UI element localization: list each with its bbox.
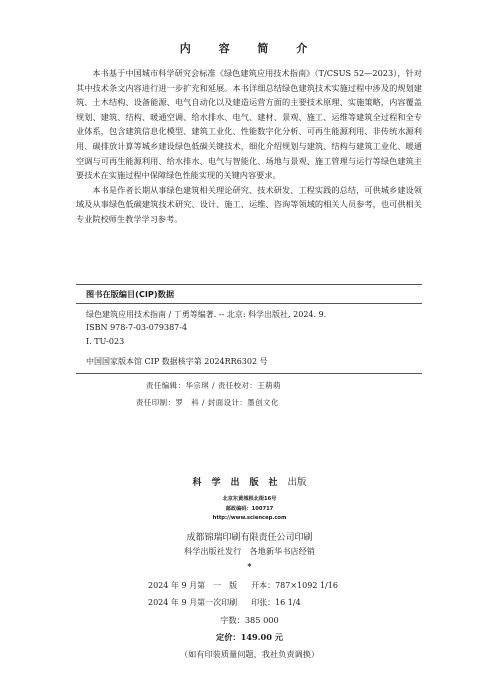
- divider-cip: [76, 303, 422, 304]
- quality-note: （如有印装质量问题，我社负责调换）: [179, 649, 320, 659]
- price: 定价：149.00 元: [216, 632, 283, 642]
- publisher-website: http://www.sciencep.com: [212, 515, 287, 521]
- cip-title-line: 绿色建筑应用技术指南 / 丁勇等编著. -- 北京: 科学出版社, 2024. 9.: [86, 310, 327, 319]
- responsible-printing-design: 责任印制：罗 科 / 封面设计：墨创文化: [136, 398, 279, 407]
- first-printing: 2024 年 9 月第一次印刷: [148, 598, 238, 607]
- word-count: 字数：385 000: [220, 615, 279, 625]
- printer: 成都锦瑞印刷有限责任公司印刷: [186, 533, 313, 543]
- content-summary: [76, 66, 422, 227]
- cip-heading: 图书在版编目(CIP)数据: [86, 289, 175, 299]
- publisher-address: 北京东黄城根北街16号: [222, 496, 277, 502]
- edition-line-1: [148, 580, 338, 591]
- separator-star: *: [247, 561, 252, 571]
- cip-record-number: 中国国家版本馆 CIP 数据核字第 2024RR6302 号: [86, 357, 268, 366]
- first-edition: 2024 年 9 月第 一 版: [148, 581, 238, 590]
- cip-classification: Ⅰ. TU-023: [86, 337, 125, 346]
- responsible-editors: 责任编辑：华宗琪 / 责任校对：王萌萌: [146, 381, 281, 390]
- cip-isbn: ISBN 978-7-03-079387-4: [86, 323, 188, 332]
- distribution: 科学出版社发行 各地新华书店经销: [183, 546, 315, 556]
- book-format: 开本：787×1092 1/16: [251, 581, 338, 590]
- publisher-logo-text: 科学出版社: [192, 478, 288, 488]
- divider-top: [76, 284, 422, 285]
- publisher-postcode: 邮政编码：100717: [225, 506, 274, 512]
- divider-bottom: [76, 373, 422, 374]
- summary-paragraph-2: 本书是作者长期从事绿色建筑相关理论研究、技术研发、工程实践的总结，可供城乡建设领域及从事绿色低碳建筑技术研究、设计、施工、运维、咨询等领域的相关人员参考，也可供相关专业院校师生教学学习参考。: [76, 184, 422, 224]
- publisher-line: [0, 474, 499, 488]
- page-title: 内 容 简 介: [179, 42, 320, 55]
- print-sheets: 印张：16 1/4: [251, 598, 301, 607]
- edition-line-2: [148, 597, 301, 608]
- summary-paragraph-1: 本书基于中国城市科学研究会标准《绿色建筑应用技术指南》（T/CSUS 52—2023），针对其中技术条文内容进行进一步扩充和延展。本书详细总结绿色建筑技术实施过程中涉及的规划建筑、土木结构、设备能源、电气自动化以及建造运营方面的主要技术原理、实施策略，内容覆盖规划、建筑、结构、暖通空调、给水排水、电气、建材、景观、施工、运维等建筑全过程和全专业体系，包含建筑信息化模型、建筑工业化、性能数字化分析、可再生能源利用、非传统水源利用、碳排放计算等城乡建设绿色低碳关键技术，细化介绍规划与建筑、结构与建筑工业化、暖通空调与可再生能源利用、给水排水、电气与智能化、场地与景观、施工管理与运行等绿色建筑主要技术在实施过程中保障绿色性能实现的关键内容要求。: [76, 68, 422, 181]
- publisher-suffix: 出版: [287, 477, 307, 488]
